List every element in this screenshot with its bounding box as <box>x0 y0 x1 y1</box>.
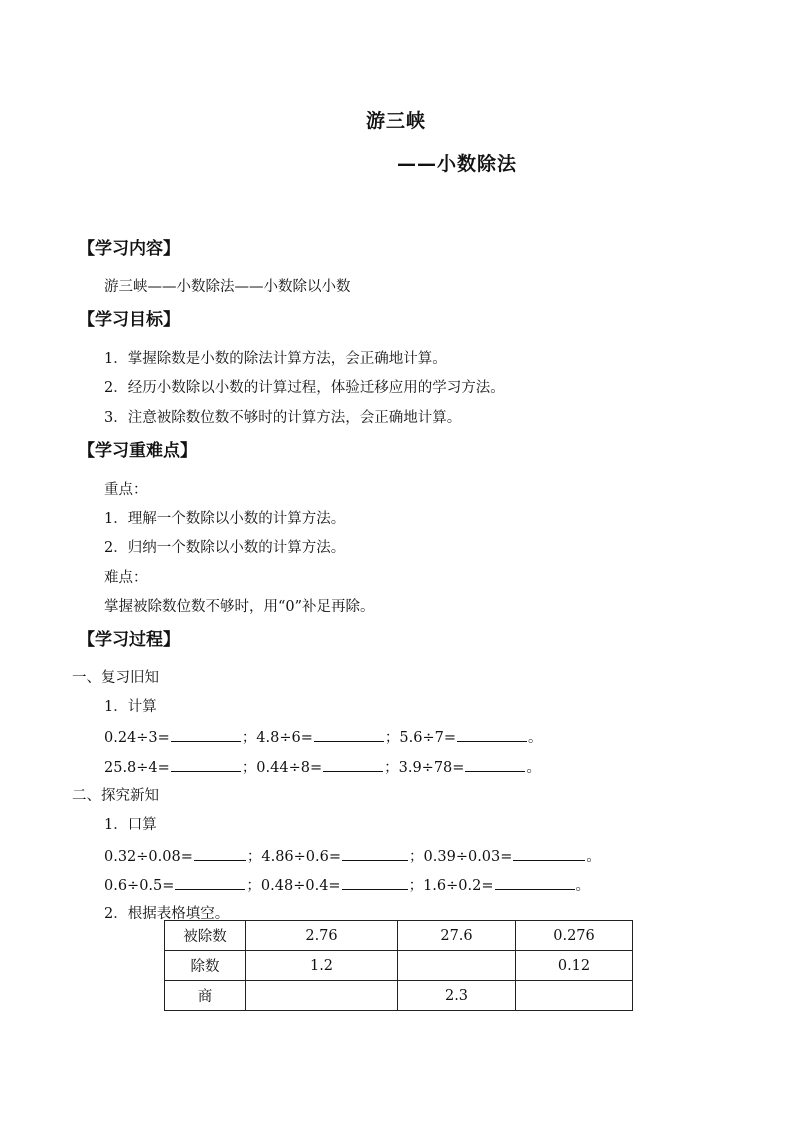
expr-end: 。 <box>586 849 601 865</box>
explore-sub-2: 2．根据表格填空。 <box>104 906 230 922</box>
table-row <box>165 921 633 951</box>
expr-end: 。 <box>575 878 590 894</box>
expr: 0.24÷3= <box>104 730 170 746</box>
expr: ；4.8÷6= <box>241 730 313 746</box>
key-point: 1．理解一个数除以小数的计算方法。 <box>104 511 346 527</box>
expr: ；4.86÷0.6= <box>246 849 342 865</box>
review-row-1 <box>104 726 543 747</box>
table-cell: 0.276 <box>516 921 633 951</box>
division-table <box>164 920 633 1011</box>
table-cell: 27.6 <box>398 921 516 951</box>
expr: ；1.6÷0.2= <box>408 878 494 894</box>
page-subtitle: ——小数除法 <box>397 153 518 175</box>
answer-blank[interactable] <box>513 846 585 861</box>
table-cell[interactable] <box>516 981 633 1011</box>
expr: ；3.9÷78= <box>384 760 465 776</box>
explore-sub-1: 1．口算 <box>104 817 157 833</box>
expr: 0.32÷0.08= <box>104 849 193 865</box>
key-label: 重点： <box>104 482 148 498</box>
review-row-2 <box>104 756 541 777</box>
answer-blank[interactable] <box>171 727 241 742</box>
goals-heading: 【学习目标】 <box>78 310 180 330</box>
answer-blank[interactable] <box>457 727 527 742</box>
answer-blank[interactable] <box>175 875 245 890</box>
table-cell: 0.12 <box>516 951 633 981</box>
row-label: 除数 <box>165 951 246 981</box>
page-title: 游三峡 <box>366 110 427 132</box>
expr: 0.6÷0.5= <box>104 878 175 894</box>
key-heading: 【学习重难点】 <box>78 441 197 461</box>
review-sub: 1．计算 <box>104 699 157 715</box>
table-cell[interactable] <box>246 981 398 1011</box>
row-label: 商 <box>165 981 246 1011</box>
table-cell: 2.3 <box>398 981 516 1011</box>
table-cell: 1.2 <box>246 951 398 981</box>
key-point: 2．归纳一个数除以小数的计算方法。 <box>104 540 346 556</box>
table-cell: 2.76 <box>246 921 398 951</box>
answer-blank[interactable] <box>314 727 384 742</box>
expr-end: 。 <box>526 760 541 776</box>
expr: ；5.6÷7= <box>384 730 456 746</box>
answer-blank[interactable] <box>171 757 241 772</box>
table-row <box>165 981 633 1011</box>
table-row <box>165 951 633 981</box>
goal-item: 2．经历小数除以小数的计算过程，体验迁移应用的学习方法。 <box>104 380 505 396</box>
answer-blank[interactable] <box>194 846 246 861</box>
expr: ；0.48÷0.4= <box>246 878 341 894</box>
expr: ；0.39÷0.03= <box>409 849 513 865</box>
answer-blank[interactable] <box>323 757 383 772</box>
expr-end: 。 <box>528 730 543 746</box>
process-heading: 【学习过程】 <box>78 630 180 650</box>
goal-item: 3．注意被除数位数不够时的计算方法，会正确地计算。 <box>104 410 462 426</box>
answer-blank[interactable] <box>495 875 575 890</box>
explore-row-2 <box>104 874 590 895</box>
content-heading: 【学习内容】 <box>78 239 180 259</box>
expr: ；0.44÷8= <box>241 760 323 776</box>
expr: 25.8÷4= <box>104 760 170 776</box>
answer-blank[interactable] <box>465 757 525 772</box>
goal-item: 1．掌握除数是小数的除法计算方法，会正确地计算。 <box>104 351 447 367</box>
explore-row-1 <box>104 845 601 866</box>
table-cell[interactable] <box>398 951 516 981</box>
explore-heading: 二、探究新知 <box>72 788 159 804</box>
content-text: 游三峡——小数除法——小数除以小数 <box>104 279 351 295</box>
difficulty-label: 难点： <box>104 570 148 586</box>
difficulty-text: 掌握被除数位数不够时，用“0”补足再除。 <box>104 599 375 615</box>
row-label: 被除数 <box>165 921 246 951</box>
answer-blank[interactable] <box>342 846 408 861</box>
answer-blank[interactable] <box>342 875 408 890</box>
review-heading: 一、复习旧知 <box>72 670 159 686</box>
